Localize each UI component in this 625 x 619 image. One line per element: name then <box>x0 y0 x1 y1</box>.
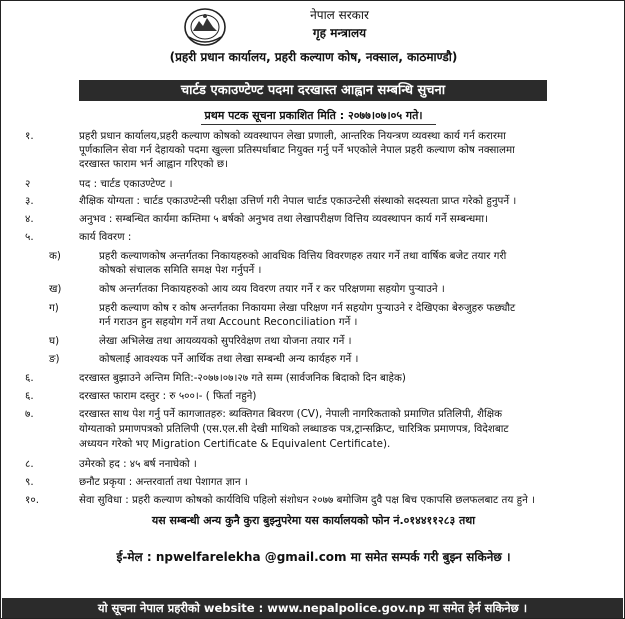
item-number: ६. <box>25 390 34 402</box>
item-number: १०. <box>25 494 39 506</box>
item-line: प्रहरी प्रधान कार्यालय,प्रहरी कल्याण कोषको व्यवस्थापन लेखा प्रणाली, आन्तरिक नियन्त्रण व्यवस्था कार्य गर्न करारमा <box>79 130 506 142</box>
ministry-name: गृह मन्त्रालय <box>312 26 367 40</box>
publish-date: प्रथम पटक सूचना प्रकाशित मिति : २०७७।०७।०५ गते। <box>204 109 423 122</box>
duty-letter: ङ) <box>49 353 60 365</box>
duty-letter: ग) <box>49 302 59 314</box>
duty-line: लेखा अभिलेख तथा आयव्ययको सुपरिवेक्षण तथा योजना तयार गर्ने । <box>99 335 352 347</box>
item-number: ६. <box>25 372 34 384</box>
item-number: ७. <box>25 408 34 420</box>
item-line: पद : चार्टड एकाउण्टेण्ट । <box>79 178 173 190</box>
duty-line: प्रहरी कल्याण कोष र कोष अन्तर्गतका निकायमा लेखा परिक्षण गर्न सहयोग पुर्‍याउने र देखिएका बेरुजुहरु फछ्यौट <box>99 302 516 314</box>
item-line: दरखास्त फाराम भर्न आह्वान गरिएको छ। <box>79 158 228 170</box>
item-number: १. <box>25 130 34 142</box>
item-line: सेवा सुविधा : प्रहरी कल्याण कोषको कार्यविधि पहिलो संशोधन २०७७ बमोजिम दुवै पक्ष बिच एकापसि छलफलबाट तय हुने । <box>79 494 535 506</box>
website-footer-banner: यो सूचना नेपाल प्रहरीको website : www.nepalpolice.gov.np मा समेत हेर्न सकिनेछ । <box>2 598 623 618</box>
duty-line: कोष अन्तर्गतका निकायहरुको आय व्यय विवरण तयार गर्ने र कर परिक्षणमा सहयोग पुर्‍याउने । <box>99 283 445 295</box>
item-line: अनुभव : सम्बन्धित कार्यमा कम्तिमा ५ बर्षको अनुभव तथा लेखापरीक्षण वित्तिय व्यवस्थापन कार्य गर्ने सम्बन्धमा। <box>79 213 488 225</box>
item-number: ४. <box>25 213 34 225</box>
duty-line: कोषलाई आवश्यक पर्ने आर्थिक तथा लेखा सम्बन्धी अन्य कार्यहरु गर्ने । <box>99 353 359 365</box>
item-number: ५. <box>25 231 34 243</box>
government-name: नेपाल सरकार <box>310 8 369 22</box>
duty-line: प्रहरी कल्याणकोष अन्तर्गतका निकायहरुको आवधिक वित्तिय विवरणहरु तयार गर्ने तथा वार्षिक बजेट तयार गरी <box>99 250 507 262</box>
duty-letter: घ) <box>49 335 60 347</box>
item-number: २ <box>25 178 31 190</box>
duty-line: गर्न गराउन हुन सहयोग गर्ने तथा Account Reconciliation गर्ने । <box>99 316 358 328</box>
notice-title-banner: चार्टड एकाउण्टेण्ट पदमा दरखास्त आह्वान सम्बन्धि सुचना <box>79 80 547 101</box>
item-line: अध्ययन गरेको भए Migration Certificate & Equivalent Certificate). <box>79 438 391 450</box>
item-number: ८. <box>25 458 34 470</box>
duty-letter: ख) <box>49 283 62 295</box>
item-number: ९. <box>25 476 34 488</box>
item-line: पूर्णकालिन सेवा गर्न देहायको पदमा खुल्ला प्रतिस्पर्धाबाट नियुक्त गर्नु पर्ने भएकोले नेपाल प्रहरी कल्याण कोष नक्सालमा <box>79 144 515 156</box>
publish-date-underline <box>201 124 436 125</box>
office-name: (प्रहरी प्रधान कार्यालय, प्रहरी कल्याण कोष, नक्साल, काठमाण्डौ) <box>169 50 458 64</box>
item-line: दरखास्त फाराम दस्तुर : रु ५००।- ( फिर्ता नहुने) <box>79 390 257 402</box>
contact-phone-line: यस सम्बन्धी अन्य कुनै कुरा बुझ्नुपरेमा यस कार्यालयको फोन नं.०१४४११२८३ तथा <box>151 514 476 527</box>
item-line: उमेरको हद : ४५ बर्ष ननाघेको । <box>79 458 197 470</box>
item-line: छनौट प्रकृया : अन्तरवार्ता तथा पेशागत ज्ञान । <box>79 476 248 488</box>
duty-line: कोषको संचालक समिति समक्ष पेश गर्नुपर्ने । <box>99 264 262 276</box>
item-line: कार्य विवरण : <box>79 231 132 243</box>
item-line: योग्यताको प्रमाणपत्रको प्रतिलिपी (एस.एल.सी देखी माथिको लब्धाङक पत्र,ट्रान्सक्रिप्ट, चारित्रिक प्रमाणपत्र, विदेशबाट <box>79 423 509 435</box>
duty-letter: क) <box>49 250 61 262</box>
item-line: दरखास्त साथ पेश गर्नु पर्ने कागजातहरु: ब्यक्तिगत बिवरण (CV), नेपाली नागरिकताको प्रमाणित प्रतिलिपी, शैक्षिक <box>79 408 502 420</box>
contact-email-line: ई-मेल : npwelfarelekha @gmail.com मा समेत सम्पर्क गरी बुझ्न सकिनेछ । <box>116 550 511 564</box>
item-line: दरखास्त बुझाउने अन्तिम मिति:-२०७७।०७।२७ गते सम्म (सार्वजनिक बिदाको दिन बाहेक) <box>79 372 406 384</box>
item-line: शैक्षिक योग्यता : चार्टड एकाउण्टेन्सी परीक्षा उत्तिर्ण गरी नेपाल चार्टड एकाउन्टेसी संस्थाको सदस्यता प्राप्त गरेको हुनुपर्ने । <box>79 195 517 207</box>
item-number: ३. <box>25 195 34 207</box>
